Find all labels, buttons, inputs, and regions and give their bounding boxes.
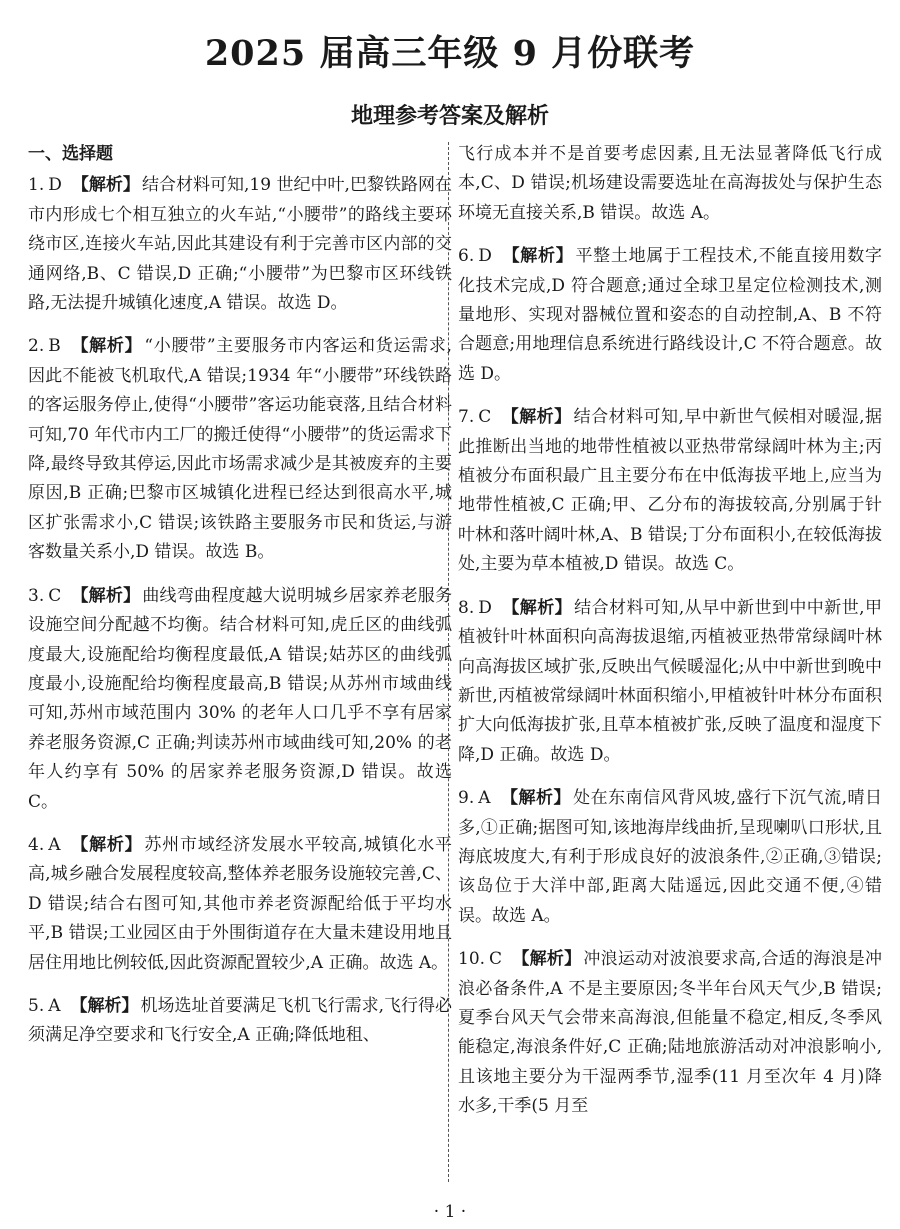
item-answer: A: [48, 834, 61, 855]
item-answer: A: [48, 995, 61, 1016]
answer-item: [28, 992, 452, 1051]
answer-item: [28, 332, 452, 567]
left-item-list: [28, 171, 452, 1050]
item-explanation: 平整土地属于工程技术,不能直接用数字化技术完成,D 符合题意;通过全球卫星定位检测技术,测量地形、实现对器械位置和姿态的自动控制,A、B 不符合题意;用地理信息系统进行路线设计,C 不符合题意。故选 D。: [458, 246, 882, 384]
item-number: 2.: [28, 336, 45, 357]
column-divider: [448, 142, 449, 1182]
analysis-tag: 【解析】: [501, 246, 574, 267]
analysis-tag: 【解析】: [70, 834, 143, 855]
answer-item: [28, 582, 452, 817]
item-answer: D: [478, 246, 492, 267]
item-explanation: 曲线弯曲程度越大说明城乡居家养老服务设施空间分配越不均衡。结合材料可知,虎丘区的曲线弧度最大,设施配给均衡程度最低,A 错误;姑苏区的曲线弧度最小,设施配给均衡程度最高,B 错误;从苏州市域曲线可知,苏州市域范围内 30% 的老年人口几乎不享有居家养老服务资源,C 正确;判读苏州市域曲线可知,20% 的老年人约享有 50% 的居家养老服务资源,D 错误。故选 C。: [28, 585, 452, 812]
analysis-tag: 【解析】: [70, 336, 143, 357]
item-explanation: 苏州市域经济发展水平较高,城镇化水平高,城乡融合发展程度较高,整体养老服务设施较完善,C、D 错误;结合右图可知,其他市养老资源配给低于平均水平,B 错误;工业园区由于外围街道存在大量未建设用地且居住用地比例较低,因此资源配置较少,A 正确。故选 A。: [28, 834, 452, 973]
item-answer: D: [478, 597, 492, 618]
item-number: 1.: [28, 175, 45, 196]
item-number: 8.: [458, 597, 475, 618]
page-number: · 1 ·: [433, 1202, 467, 1222]
item-number: 9.: [458, 788, 475, 809]
item-number: 5.: [28, 995, 45, 1016]
left-column: [28, 140, 452, 1200]
page-title: 2025 届高三年级 9 月份联考: [204, 33, 696, 74]
answer-item: [458, 403, 882, 579]
analysis-tag: 【解析】: [501, 407, 572, 428]
section-heading: 一、选择题: [28, 144, 113, 164]
item-number: 4.: [28, 834, 45, 855]
item-explanation: 冲浪运动对波浪要求高,合适的海浪是冲浪必备条件,A 不是主要原因;冬半年台风天气少,B 错误;夏季台风天气会带来高海浪,但能量不稳定,相反,冬季风能稳定,海浪条件好,C 正确;陆地旅游活动对冲浪影响小,且该地主要分为干湿两季节,湿季(11 月至次年 4 月)降水多,干季(5 月至: [458, 949, 882, 1117]
analysis-tag: 【解析】: [71, 175, 140, 196]
answer-item: [458, 594, 882, 770]
item-explanation: 处在东南信风背风坡,盛行下沉气流,晴日多,①正确;据图可知,该地海岸线曲折,呈现喇叭口形状,且海底坡度大,有利于形成良好的波浪条件,②正确,③错误;该岛位于大洋中部,距离大陆遥远,因此交通不便,④错误。故选 A。: [458, 788, 882, 926]
answer-item: [458, 945, 882, 1121]
item-number: 3.: [28, 585, 45, 606]
item-answer: D: [48, 175, 62, 196]
item-answer: C: [478, 407, 492, 428]
answer-item: [28, 171, 452, 318]
item-answer: C: [489, 949, 503, 970]
item-explanation: 机场选址首要满足飞机飞行需求,飞行得必须满足净空要求和飞行安全,A 正确;降低地租、: [28, 995, 452, 1046]
item-number: 7.: [458, 407, 475, 428]
answer-item: [458, 784, 882, 931]
page-subtitle: 地理参考答案及解析: [350, 103, 549, 129]
analysis-tag: 【解析】: [500, 788, 572, 809]
analysis-tag: 【解析】: [70, 995, 139, 1016]
answer-item: [28, 831, 452, 978]
item-explanation: 结合材料可知,早中新世气候相对暖湿,据此推断出当地的地带性植被以亚热带常绿阔叶林为主;丙植被分布面积最广且主要分布在中低海拔平地上,应当为地带性植被,C 正确;甲、乙分布的海拔较高,分别属于针叶林和落叶阔叶林,A、B 错误;丁分布面积小,在较低海拔处,主要为草本植被,D 错误。故选 C。: [458, 407, 882, 575]
right-item-list: [458, 242, 882, 1121]
analysis-tag: 【解析】: [71, 585, 141, 606]
item-answer: C: [48, 585, 62, 606]
item-explanation: “小腰带”主要服务市内客运和货运需求,因此不能被飞机取代,A 错误;1934 年“小腰带”环线铁路的客运服务停止,使得“小腰带”客运功能衰落,且结合材料可知,70 年代市内工厂的搬迁使得“小腰带”的货运需求下降,最终导致其停运,因此市场需求减少是其被废弃的主要原因,B 正确;巴黎市区城镇化进程已经达到很高水平,城区扩张需求小,C 错误;该铁路主要服务市民和货运,与游客数量关系小,D 错误。故选 B。: [28, 336, 452, 563]
item-number: 6.: [458, 246, 475, 267]
analysis-tag: 【解析】: [501, 597, 573, 618]
item-answer: B: [48, 336, 61, 357]
item-answer: A: [478, 788, 491, 809]
item-explanation: 结合材料可知,19 世纪中叶,巴黎铁路网在市内形成七个相互独立的火车站,“小腰带”的路线主要环绕市区,连接火车站,因此其建设有利于完善市区内部的交通网络,B、C 错误,D 正确;“小腰带”为巴黎市区环线铁路,无法提升城镇化速度,A 错误。故选 D。: [28, 175, 452, 314]
right-column: [458, 140, 882, 1200]
item-explanation: 结合材料可知,从早中新世到中中新世,甲植被针叶林面积向高海拔退缩,丙植被亚热带常绿阔叶林向高海拔区域扩张,反映出气候暖湿化;从中中新世到晚中新世,丙植被常绿阔叶林面积缩小,甲植被针叶林分布面积扩大向低海拔扩张,且草本植被扩张,反映了温度和湿度下降,D 正确。故选 D。: [458, 597, 882, 765]
item-number: 10.: [458, 949, 486, 970]
item-5-continuation: 飞行成本并不是首要考虑因素,且无法显著降低飞行成本,C、D 错误;机场建设需要选址在高海拔处与保护生态环境无直接关系,B 错误。故选 A。: [458, 144, 882, 223]
analysis-tag: 【解析】: [512, 949, 582, 970]
answer-item: [458, 242, 882, 389]
